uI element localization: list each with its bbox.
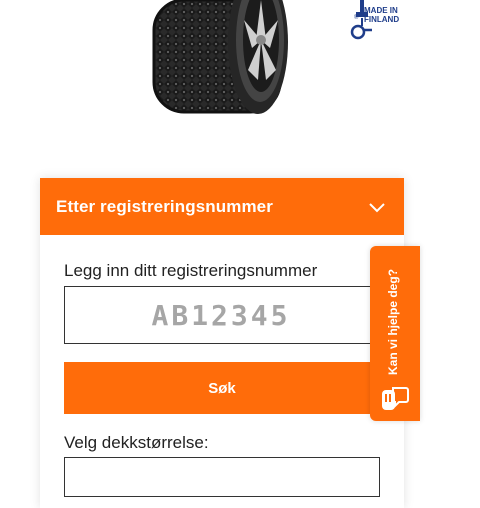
tire-product-image — [148, 0, 298, 118]
chevron-down-icon[interactable] — [368, 198, 386, 216]
accordion-registration-header[interactable] — [40, 178, 404, 235]
accordion-title: Etter registreringsnummer — [56, 197, 273, 216]
chat-icon — [381, 386, 409, 412]
registration-label: Legg inn ditt registreringsnummer — [64, 261, 318, 280]
help-chat-label: Kan vi hjelpe deg? — [386, 268, 400, 375]
registered-mark: ® — [354, 15, 359, 21]
search-button[interactable]: Søk — [64, 362, 380, 414]
made-in-finland-text: MADE IN FINLAND — [364, 6, 400, 24]
tire-size-select[interactable] — [64, 457, 380, 497]
registration-number-input[interactable]: AB12345 — [64, 286, 378, 344]
tire-size-label: Velg dekkstørrelse: — [64, 433, 209, 452]
